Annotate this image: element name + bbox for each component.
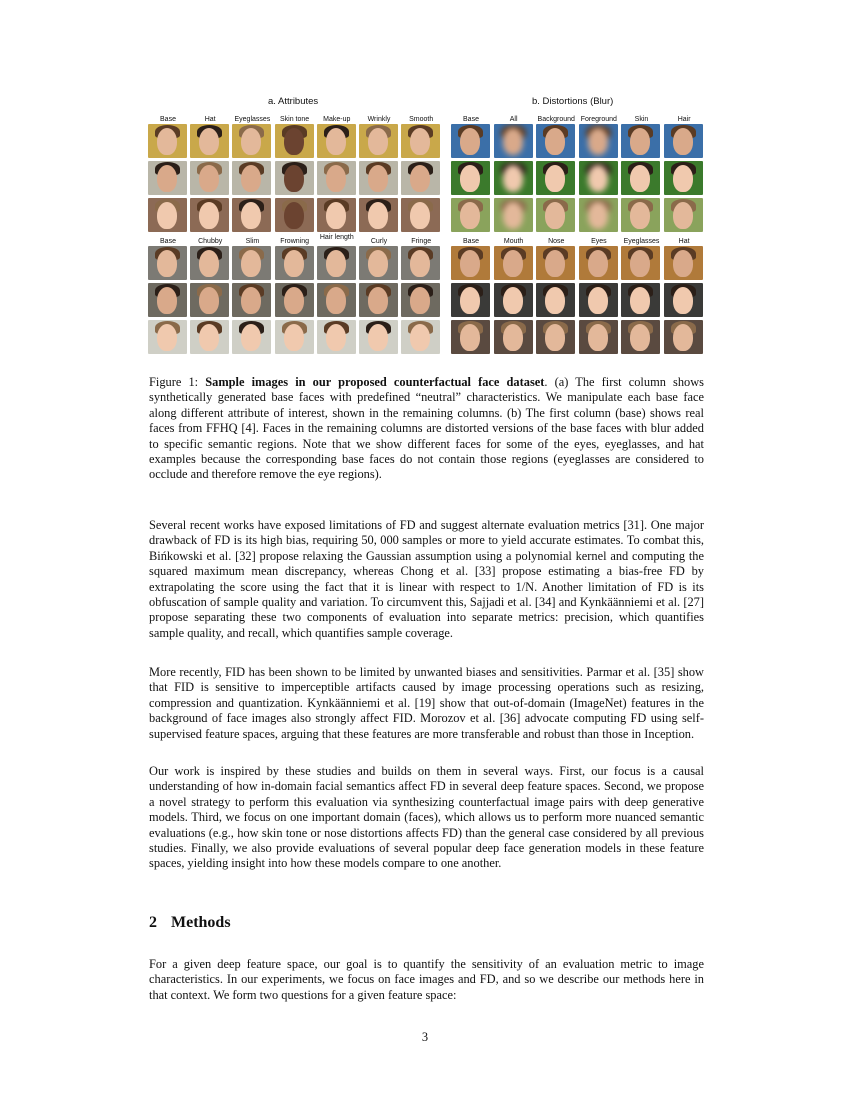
paragraph-methods-intro: For a given deep feature space, our goal is to quantify the sensitivity of an evaluation metric to image characteristics. In our experiments, we focus on face images and FD, and so we describe our methods here in that context. We form two questions for a given feature space: (149, 957, 704, 1002)
face-thumbnail (401, 198, 440, 232)
face-thumbnail (401, 283, 440, 317)
paragraph-limitations: Several recent works have exposed limitations of FD and suggest alternate evaluation metrics [31]. One major drawback of FD is its high bias, requiring 50, 000 samples or more to yield accurate estimates. To combat this, Bińkowski et al. [32] propose relaxing the Gaussian assumption using a polynomial kernel and computing the squared maximum mean discrepancy, whereas Chong et al. [33] propose estimating a bias-free FD by extrapolating the score using the fact that it is linear with respect to 1/N. Another limitation of FD is its obfuscation of sample quality and variation. To circumvent this, Sajjadi et al. [34] and Kynkäänniemi et al. [27] propose separating these two components of evaluation into separate metrics: precision, which quantifies sample quality, and recall, which quantifies sample coverage. (149, 518, 704, 640)
face-thumbnail-distorted (664, 161, 703, 195)
face-thumbnail-distorted (621, 161, 660, 195)
col-label-distortion: Foreground (580, 116, 617, 123)
face-thumbnail (232, 246, 271, 280)
face-thumbnail (275, 283, 314, 317)
col-label-distortion: Base (463, 238, 479, 245)
face-thumbnail (401, 246, 440, 280)
face-thumbnail (359, 320, 398, 354)
face-thumbnail (317, 198, 356, 232)
face-thumbnail (317, 124, 356, 158)
face-thumbnail (190, 246, 229, 280)
face-thumbnail-distorted (536, 320, 575, 354)
col-label-attr: Hair length (319, 234, 354, 241)
face-thumbnail-distorted (494, 283, 533, 317)
face-thumbnail (359, 198, 398, 232)
face-thumbnail (317, 320, 356, 354)
face-thumbnail-distorted (536, 246, 575, 280)
face-thumbnail-distorted (494, 246, 533, 280)
face-thumbnail-distorted (536, 124, 575, 158)
face-thumbnail-distorted (621, 198, 660, 232)
face-thumbnail (401, 124, 440, 158)
col-label-distortion: Hair (677, 116, 691, 123)
face-thumbnail-distorted (579, 283, 618, 317)
col-label-attr: Slim (245, 238, 260, 245)
face-thumbnail (232, 198, 271, 232)
face-thumbnail (317, 161, 356, 195)
panel-a-title: a. Attributes (268, 96, 319, 107)
face-thumbnail-distorted (451, 161, 490, 195)
col-label-attr: Base (160, 116, 176, 123)
face-thumbnail-distorted (451, 198, 490, 232)
figure-caption: Figure 1: Sample images in our proposed counterfactual face dataset. (a) The first column shows synthetically generated base faces with predefined “neutral” characteristics. We manipulate each base face along different attribute of interest, shown in the remaining columns. (b) The first column (base) shows real faces from FFHQ [4]. Faces in the remaining columns are distorted versions of the base faces with blur added to specific semantic regions. Note that we show different faces for some of the eyes, eyeglasses, and hat examples because the corresponding base faces do not contain those regions (eyeglasses are considered to occlude and therefore remove the eye regions). (149, 375, 704, 482)
face-thumbnail-distorted (536, 161, 575, 195)
face-thumbnail (359, 246, 398, 280)
col-label-attr: Hat (204, 116, 216, 123)
col-label-attr: Wrinkly (367, 116, 391, 123)
face-thumbnail-distorted (536, 198, 575, 232)
face-thumbnail (148, 161, 187, 195)
face-thumbnail-distorted (621, 320, 660, 354)
col-label-distortion: Skin (634, 116, 649, 123)
col-label-attr: Chubby (198, 238, 223, 245)
face-thumbnail (317, 246, 356, 280)
face-thumbnail-distorted (579, 198, 618, 232)
face-thumbnail (190, 161, 229, 195)
face-thumbnail-distorted (536, 283, 575, 317)
face-thumbnail-distorted (494, 161, 533, 195)
col-label-distortion: Eyeglasses (623, 238, 660, 245)
col-label-attr: Make-up (323, 116, 351, 123)
face-thumbnail (190, 283, 229, 317)
paragraph-our-work: Our work is inspired by these studies and builds on them in several ways. First, our focus is a causal understanding of how in-domain facial semantics affect FD in several deep feature spaces. Second, we propose a novel strategy to perform this evaluation via synthesizing counterfactual image pairs with deep generative models. Third, we focus on one important domain (faces), which allows us to perform more nuanced semantic evaluations (e.g., how skin tone or nose distortions affects FD) than the general case considered by all previous studies. Finally, we also provide evaluations of several popular deep face generation models in these feature spaces, yielding insight into how these models compare to one another. (149, 764, 704, 871)
face-thumbnail-distorted (579, 161, 618, 195)
face-thumbnail-distorted (664, 246, 703, 280)
col-label-attr: Base (160, 238, 176, 245)
face-thumbnail (317, 283, 356, 317)
col-label-distortion: Nose (548, 238, 565, 245)
face-thumbnail (232, 161, 271, 195)
col-label-distortion: Hat (678, 238, 690, 245)
caption-bold: Sample images in our proposed counterfactual face dataset (205, 375, 545, 389)
face-thumbnail (148, 124, 187, 158)
face-thumbnail (148, 246, 187, 280)
col-label-distortion: Base (463, 116, 479, 123)
col-label-attr: Eyeglasses (234, 116, 271, 123)
face-thumbnail-distorted (494, 320, 533, 354)
figure-1 (148, 96, 704, 366)
col-label-distortion: Eyes (591, 238, 607, 245)
col-label-attr: Smooth (409, 116, 434, 123)
face-thumbnail-distorted (494, 124, 533, 158)
face-thumbnail (275, 124, 314, 158)
face-thumbnail-distorted (451, 320, 490, 354)
face-thumbnail-distorted (579, 320, 618, 354)
section-heading-methods: 2 Methods (149, 914, 231, 931)
face-thumbnail (275, 198, 314, 232)
face-thumbnail (148, 320, 187, 354)
face-thumbnail (232, 283, 271, 317)
face-thumbnail-distorted (621, 283, 660, 317)
face-thumbnail-distorted (494, 198, 533, 232)
face-thumbnail-distorted (664, 320, 703, 354)
face-thumbnail-distorted (621, 124, 660, 158)
face-thumbnail (275, 246, 314, 280)
face-thumbnail-distorted (664, 124, 703, 158)
face-thumbnail (401, 161, 440, 195)
face-thumbnail-distorted (451, 246, 490, 280)
face-thumbnail-distorted (579, 124, 618, 158)
col-label-distortion: All (509, 116, 518, 123)
face-thumbnail-distorted (621, 246, 660, 280)
face-thumbnail (232, 124, 271, 158)
face-thumbnail (232, 320, 271, 354)
face-thumbnail (190, 198, 229, 232)
face-thumbnail (275, 161, 314, 195)
face-thumbnail (148, 198, 187, 232)
face-thumbnail-distorted (664, 283, 703, 317)
col-label-attr: Fringe (411, 238, 432, 245)
face-thumbnail (190, 320, 229, 354)
col-label-distortion: Mouth (503, 238, 524, 245)
face-thumbnail-distorted (451, 124, 490, 158)
face-thumbnail (190, 124, 229, 158)
face-thumbnail (401, 320, 440, 354)
col-label-attr: Curly (370, 238, 388, 245)
face-thumbnail-distorted (451, 283, 490, 317)
panel-b-title: b. Distortions (Blur) (532, 96, 614, 107)
face-thumbnail (275, 320, 314, 354)
page-number: 3 (421, 1030, 429, 1044)
face-thumbnail (359, 283, 398, 317)
face-thumbnail (148, 283, 187, 317)
face-thumbnail-distorted (664, 198, 703, 232)
col-label-distortion: Background (537, 116, 575, 123)
face-thumbnail (359, 161, 398, 195)
paragraph-biases: More recently, FID has been shown to be limited by unwanted biases and sensitivities. Parmar et al. [35] show that FID is sensitive to imperceptible artifacts caused by image processing operations such as resizing, compression and quantization. Kynkäänniemi et al. [19] show that out-of-domain (ImageNet) features in the background of face images also strongly affect FID. Morozov et al. [36] advocate computing FD using self-supervised feature spaces, arguing that these features are more transferable and robust than those in Inception. (149, 665, 704, 741)
face-thumbnail-distorted (579, 246, 618, 280)
col-label-attr: Frowning (280, 238, 309, 245)
col-label-attr: Skin tone (280, 116, 310, 123)
face-thumbnail (359, 124, 398, 158)
